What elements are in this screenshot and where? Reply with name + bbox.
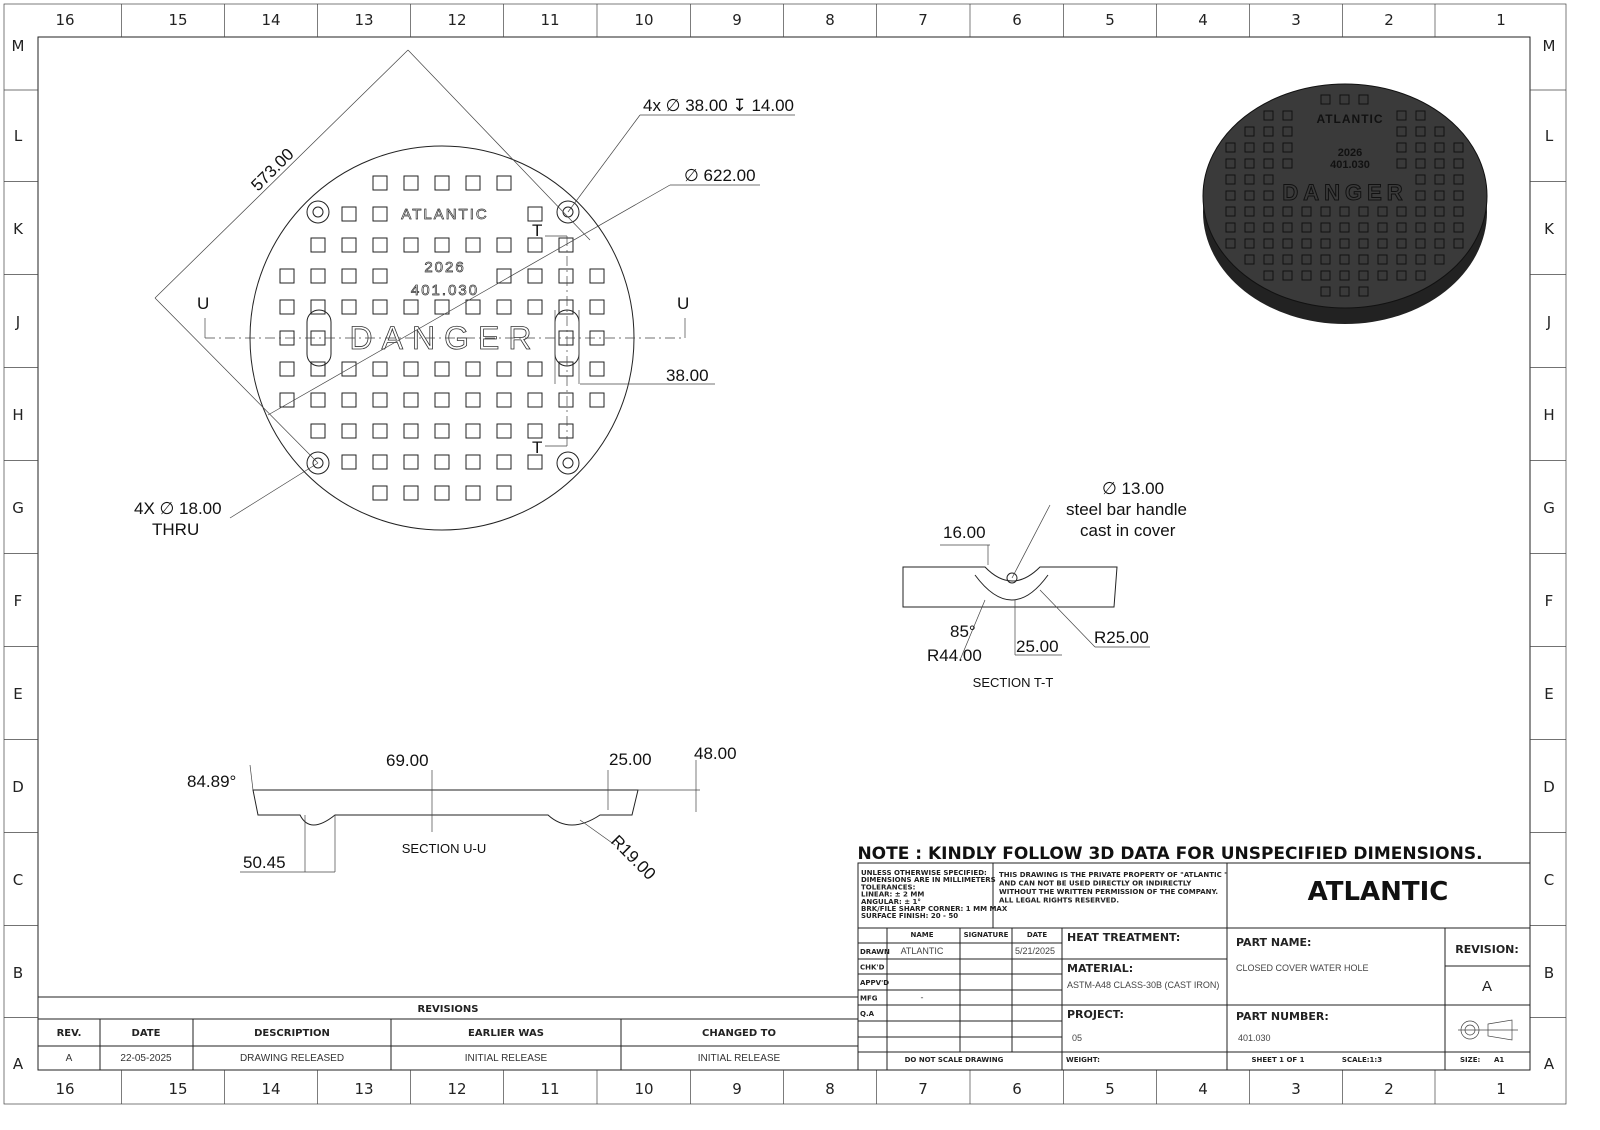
- dim-r19: R19.00: [607, 831, 660, 884]
- pattern-square: [590, 269, 604, 283]
- dim-bar-dia: ∅ 13.00: [1102, 479, 1165, 498]
- pattern-square: [559, 238, 573, 252]
- revision-value: A: [1481, 978, 1493, 995]
- pattern-square: [373, 455, 387, 469]
- property-notice-line: THIS DRAWING IS THE PRIVATE PROPERTY OF "ATLANTIC ": [999, 871, 1228, 879]
- part-name-value: CLOSED COVER WATER HOLE: [1236, 963, 1369, 973]
- pattern-square: [559, 269, 573, 283]
- pattern-square: [342, 393, 356, 407]
- pattern-square: [404, 455, 418, 469]
- pattern-square: [466, 362, 480, 376]
- zone-row-label: B: [1543, 964, 1555, 982]
- role-name: -: [920, 992, 924, 1003]
- dim-holes-top: 4x ∅ 38.00 ↧ 14.00: [643, 96, 794, 115]
- pattern-square: [466, 300, 480, 314]
- size-label: SIZE:: [1460, 1056, 1481, 1064]
- pattern-square: [342, 238, 356, 252]
- zone-column-label: 3: [1291, 1080, 1301, 1098]
- pattern-square: [497, 362, 511, 376]
- pattern-square: [404, 300, 418, 314]
- project-label: PROJECT:: [1067, 1008, 1124, 1021]
- company-name: ATLANTIC: [1307, 877, 1449, 907]
- dim-slot-width: 38.00: [666, 366, 709, 385]
- zone-column-label: 15: [168, 1080, 188, 1098]
- cover-year-text: 2026: [424, 259, 466, 276]
- pattern-square: [497, 269, 511, 283]
- zone-column-label: 1: [1496, 1080, 1506, 1098]
- material-value: ASTM-A48 CLASS-30B (CAST IRON): [1067, 980, 1220, 990]
- zone-column-label: 5: [1105, 1080, 1115, 1098]
- pattern-square: [497, 393, 511, 407]
- zone-column-label: 5: [1105, 11, 1115, 29]
- scale-info: SCALE:1:3: [1341, 1056, 1383, 1064]
- pattern-square: [373, 393, 387, 407]
- part-name-label: PART NAME:: [1236, 936, 1312, 949]
- revisions-cell: INITIAL RELEASE: [697, 1053, 781, 1064]
- pattern-square: [404, 393, 418, 407]
- role-label: Q.A: [860, 1010, 875, 1018]
- pattern-square: [466, 455, 480, 469]
- pattern-square: [528, 207, 542, 221]
- zone-row-label: H: [1543, 406, 1555, 424]
- zone-column-label: 10: [634, 11, 654, 29]
- cover-warning-text: DANGER: [349, 320, 541, 356]
- revisions-header: REV.: [56, 1028, 82, 1039]
- pattern-square: [590, 393, 604, 407]
- dim-69: 69.00: [386, 751, 429, 770]
- pattern-square: [404, 362, 418, 376]
- iso-warning-text: DANGER: [1282, 180, 1408, 205]
- pattern-square: [528, 238, 542, 252]
- pattern-square: [559, 424, 573, 438]
- section-mark-t-top: T: [532, 221, 543, 240]
- zone-row-label: A: [1543, 1055, 1555, 1073]
- pattern-square: [435, 238, 449, 252]
- zone-column-label: 3: [1291, 11, 1301, 29]
- property-notice-line: AND CAN NOT BE USED DIRECTLY OR INDIRECTLY: [999, 879, 1192, 888]
- pattern-square: [466, 176, 480, 190]
- dim-48: 48.00: [694, 744, 737, 763]
- material-label: MATERIAL:: [1067, 962, 1134, 975]
- heat-treatment-label: HEAT TREATMENT:: [1067, 931, 1181, 944]
- zone-column-label: 1: [1496, 11, 1506, 29]
- zone-column-label: 6: [1012, 1080, 1022, 1098]
- dim-r44: R44.00: [927, 646, 982, 665]
- zone-column-label: 2: [1384, 11, 1394, 29]
- isometric-view: [1203, 84, 1487, 324]
- section-t-t-label: SECTION T-T: [972, 675, 1054, 690]
- zone-row-label: G: [1543, 499, 1555, 517]
- section-mark-u-right: U: [677, 294, 690, 313]
- pattern-square: [280, 300, 294, 314]
- iso-brand-text: ATLANTIC: [1316, 112, 1384, 126]
- zone-column-label: 15: [168, 11, 188, 29]
- zone-row-label: D: [12, 778, 24, 796]
- pattern-square: [373, 362, 387, 376]
- pattern-square: [497, 176, 511, 190]
- zone-column-label: 12: [447, 11, 467, 29]
- zone-column-label: 9: [732, 11, 742, 29]
- pattern-square: [280, 362, 294, 376]
- zone-column-label: 12: [447, 1080, 467, 1098]
- dim-diagonal: 573.00: [247, 144, 298, 195]
- pattern-square: [528, 362, 542, 376]
- project-value: 05: [1072, 1033, 1083, 1043]
- pattern-square: [559, 393, 573, 407]
- zone-row-label: C: [1543, 871, 1555, 889]
- zone-row-label: D: [1543, 778, 1555, 796]
- zone-row-label: E: [1544, 685, 1554, 703]
- pattern-square: [435, 300, 449, 314]
- cover-brand-text: ATLANTIC: [401, 206, 489, 223]
- header-name: NAME: [910, 931, 934, 939]
- general-note-line: ANGULAR: ± 1°: [861, 897, 921, 906]
- dim-diameter: ∅ 622.00: [684, 166, 756, 185]
- pattern-square: [311, 269, 325, 283]
- pattern-square: [435, 176, 449, 190]
- zone-column-label: 8: [825, 1080, 835, 1098]
- pattern-square: [280, 393, 294, 407]
- pattern-square: [280, 269, 294, 283]
- role-label: CHK'D: [860, 963, 885, 972]
- pattern-square: [528, 300, 542, 314]
- iso-year-text: 2026: [1337, 147, 1363, 159]
- header-signature: SIGNATURE: [963, 931, 1009, 939]
- pattern-square: [342, 207, 356, 221]
- pattern-square: [373, 300, 387, 314]
- size-value: A1: [1494, 1056, 1505, 1064]
- pattern-square: [497, 238, 511, 252]
- part-number-label: PART NUMBER:: [1236, 1010, 1329, 1023]
- zone-column-label: 8: [825, 11, 835, 29]
- pattern-square: [342, 269, 356, 283]
- pattern-square: [342, 300, 356, 314]
- revisions-cell: DRAWING RELEASED: [239, 1053, 345, 1064]
- section-mark-u-left: U: [197, 294, 210, 313]
- pattern-square: [590, 362, 604, 376]
- role-label: APPV'D: [860, 979, 890, 987]
- property-notice-line: WITHOUT THE WRITTEN PERMISSION OF THE COMPANY.: [999, 888, 1219, 896]
- pattern-square: [528, 424, 542, 438]
- plan-view: [134, 50, 795, 539]
- pattern-square: [404, 424, 418, 438]
- note-steel-bar: steel bar handle: [1066, 500, 1187, 519]
- pattern-square: [342, 424, 356, 438]
- zone-row-label: K: [1544, 220, 1554, 238]
- dim-r25: R25.00: [1094, 628, 1149, 647]
- general-note-line: TOLERANCES:: [861, 883, 916, 892]
- role-name: ATLANTIC: [900, 946, 944, 956]
- pattern-square: [466, 238, 480, 252]
- revision-label: REVISION:: [1455, 943, 1519, 956]
- dim-angle-8489: 84.89°: [187, 772, 237, 791]
- pattern-square: [404, 176, 418, 190]
- pattern-square: [466, 393, 480, 407]
- part-number-value: 401.030: [1238, 1033, 1271, 1043]
- general-note-line: LINEAR: ± 2 MM: [861, 890, 925, 899]
- section-mark-t-bottom: T: [532, 438, 543, 457]
- zone-row-label: K: [13, 220, 23, 238]
- pattern-square: [373, 238, 387, 252]
- zone-row-label: F: [13, 592, 23, 610]
- pattern-square: [373, 424, 387, 438]
- pattern-square: [373, 176, 387, 190]
- zone-column-label: 14: [261, 11, 281, 29]
- pattern-square: [435, 424, 449, 438]
- pattern-square: [466, 486, 480, 500]
- pattern-square: [373, 207, 387, 221]
- cover-code-text: 401.030: [410, 282, 480, 299]
- pattern-square: [342, 455, 356, 469]
- zone-row-label: F: [1544, 592, 1554, 610]
- pattern-square: [528, 269, 542, 283]
- dim-angle-85: 85°: [950, 622, 976, 641]
- zone-row-label: J: [1546, 313, 1552, 331]
- revisions-header: CHANGED TO: [702, 1028, 776, 1039]
- zone-row-label: G: [12, 499, 24, 517]
- pattern-square: [528, 455, 542, 469]
- pattern-square: [497, 455, 511, 469]
- zone-row-label: L: [13, 127, 23, 145]
- revisions-header: DESCRIPTION: [254, 1028, 330, 1039]
- pattern-square: [373, 269, 387, 283]
- pattern-square: [435, 393, 449, 407]
- zone-row-label: A: [12, 1055, 24, 1073]
- zone-column-label: 11: [540, 11, 560, 29]
- zone-column-label: 13: [354, 1080, 374, 1098]
- zone-row-label: H: [12, 406, 24, 424]
- zone-column-label: 14: [261, 1080, 281, 1098]
- role-date: 5/21/2025: [1015, 946, 1056, 956]
- revisions-cell: 22-05-2025: [120, 1053, 172, 1064]
- dim-5045: 50.45: [243, 853, 286, 872]
- title-block: [858, 863, 1530, 1070]
- pattern-square: [528, 393, 542, 407]
- dim-25: 25.00: [1016, 637, 1059, 656]
- pattern-square: [497, 424, 511, 438]
- pattern-square: [435, 362, 449, 376]
- dim-25-uu: 25.00: [609, 750, 652, 769]
- zone-row-label: C: [12, 871, 24, 889]
- zone-row-label: J: [15, 313, 21, 331]
- role-label: DRAWN: [860, 948, 890, 956]
- zone-column-label: 16: [55, 1080, 75, 1098]
- general-note-line: BRK/FILE SHARP CORNER: 1 MM MAX: [861, 905, 1008, 913]
- zone-column-label: 7: [918, 1080, 928, 1098]
- revisions-cell: A: [65, 1053, 73, 1064]
- pattern-square: [466, 424, 480, 438]
- dim-width-16: 16.00: [943, 523, 986, 542]
- zone-column-label: 9: [732, 1080, 742, 1098]
- role-label: MFG: [860, 994, 878, 1003]
- general-note-line: SURFACE FINISH: 20 - 50: [861, 912, 959, 921]
- revisions-cell: INITIAL RELEASE: [464, 1053, 548, 1064]
- pattern-square: [311, 238, 325, 252]
- pattern-square: [435, 486, 449, 500]
- pattern-square: [311, 424, 325, 438]
- sheet-info: SHEET 1 OF 1: [1251, 1056, 1305, 1064]
- zone-row-label: E: [13, 685, 23, 703]
- general-note-line: UNLESS OTHERWISE SPECIFIED:: [861, 869, 987, 877]
- revisions-table: [38, 997, 858, 1070]
- general-note-line: DIMENSIONS ARE IN MILLIMETERS: [861, 876, 996, 885]
- pattern-square: [497, 486, 511, 500]
- pattern-square: [404, 238, 418, 252]
- general-note: NOTE : KINDLY FOLLOW 3D DATA FOR UNSPECIFIED DIMENSIONS.: [857, 844, 1483, 864]
- section-t-t: [903, 479, 1187, 690]
- revisions-header: DATE: [131, 1028, 161, 1039]
- pattern-square: [435, 455, 449, 469]
- zone-column-label: 4: [1198, 11, 1208, 29]
- pattern-square: [497, 300, 511, 314]
- zone-row-label: L: [1544, 127, 1554, 145]
- revisions-header: EARLIER WAS: [468, 1028, 544, 1039]
- zone-column-label: 13: [354, 11, 374, 29]
- zone-column-label: 7: [918, 11, 928, 29]
- pattern-square: [311, 393, 325, 407]
- pattern-square: [404, 486, 418, 500]
- zone-column-label: 10: [634, 1080, 654, 1098]
- dim-holes-thru-2: THRU: [152, 520, 200, 539]
- pattern-square: [373, 486, 387, 500]
- zone-column-label: 2: [1384, 1080, 1394, 1098]
- pattern-square: [590, 300, 604, 314]
- iso-code-text: 401.030: [1330, 159, 1370, 171]
- zone-row-label: M: [1542, 37, 1556, 55]
- zone-column-label: 11: [540, 1080, 560, 1098]
- do-not-scale: DO NOT SCALE DRAWING: [904, 1056, 1004, 1064]
- section-u-u-label: SECTION U-U: [401, 841, 487, 856]
- zone-column-label: 16: [55, 11, 75, 29]
- section-u-u: [187, 744, 737, 884]
- header-date: DATE: [1026, 931, 1048, 939]
- zone-column-label: 4: [1198, 1080, 1208, 1098]
- property-notice-line: ALL LEGAL RIGHTS RESERVED.: [999, 896, 1119, 905]
- zone-column-label: 6: [1012, 11, 1022, 29]
- revisions-title: REVISIONS: [417, 1004, 479, 1015]
- note-cast-in: cast in cover: [1080, 521, 1176, 540]
- third-angle-projection-icon: [1458, 1020, 1518, 1040]
- dim-holes-thru: 4X ∅ 18.00: [134, 499, 222, 518]
- zone-row-label: B: [12, 964, 24, 982]
- weight-label: WEIGHT:: [1066, 1056, 1100, 1064]
- zone-row-label: M: [11, 37, 25, 55]
